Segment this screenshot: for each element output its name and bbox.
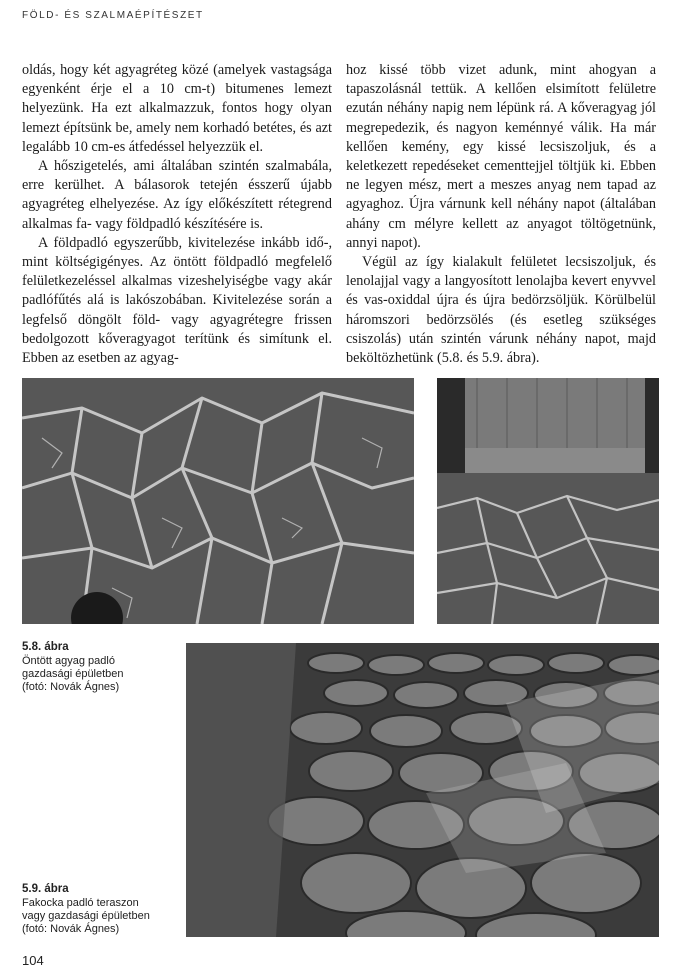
paragraph: oldás, hogy két agyagréteg közé (amelyek vastagsága egyenként érje el a 10 cm-t) bitumenes lemezt helyezünk. Ha ezt alkalmazzuk, fontos hogy olyan lemezt építsünk be, amely nem korhadó betétes, és azt legalább 10 cm-es átfedéssel helyezzük el. [22, 62, 332, 155]
text-column-left [22, 61, 332, 368]
figure-caption-text: Fakocka padló teraszon vagy gazdasági épületben (fotó: Novák Ágnes) [22, 897, 150, 935]
running-header: FÖLD- ÉS SZALMAÉPÍTÉSZET [22, 10, 204, 21]
figure-number: 5.9. ábra [22, 883, 69, 895]
figure-caption [22, 641, 182, 694]
photo-clay-floor-cracks [22, 378, 414, 624]
figure-caption-text: Öntött agyag padló gazdasági épületben (fotó: Novák Ágnes) [22, 655, 124, 693]
paragraph: hoz kissé több vizet adunk, mint ahogyan a tapaszolásnál tettük. A kellően elsimított felületre ezután néhány napig nem lépünk rá. A kőveragyag jól megrepedezik, és nagyon keménnyé válik. Ha már kellően kemény, egy kissé lecsiszoljuk, és a keletkezett repedéseket cementtejjel töltjük ki. Ebben ne legyen mész, mert a meszes anyag nem tapad az agyaghoz. Újra várnunk kell néhány napot (általában ahány cm mélyre kellett az anyagot töltögetnünk, annyi napot). [346, 62, 656, 251]
paragraph: Végül az így kialakult felületet lecsiszoljuk, és lenolajjal vagy a langyosított lenolajba kevert enyvvel és vas-oxiddal újra és újra bedörzsöljük. Körülbelül háromszori bedörzsölés (és esetleg szükséges csiszolás) után szintén várunk néhány napot, majd beköltözhetünk (5.8. és 5.9. ábra). [346, 254, 656, 367]
figure-caption [22, 883, 182, 936]
page-number: 104 [22, 953, 44, 968]
photo-doorway-floor [437, 378, 659, 624]
paragraph: A hőszigetelés, ami általában szintén szalmabála, erre kerülhet. A bálasorok tetején ésszerű újabb agyagréteg elhelyezése. Az így előkészített rétegrend alkalmas fa- vagy földpadló készítésére is. [22, 158, 332, 232]
photo-wood-block-floor [186, 643, 659, 937]
text-column-right [346, 61, 656, 368]
figure-number: 5.8. ábra [22, 641, 69, 653]
paragraph: A földpadló egyszerűbb, kivitelezése inkább idő-, mint költségigényes. Az öntött földpadló megfelelő felületkezeléssel alkalmas vizeshelyiségbe vagy akár padlófűtés alá is lakószobában. Kivitelezése során a legfelső döngölt föld- vagy agyagrétegre frissen bedolgozott kőveragyagot terítünk és simítunk el. Ebben az esetben az agyag- [22, 234, 332, 367]
